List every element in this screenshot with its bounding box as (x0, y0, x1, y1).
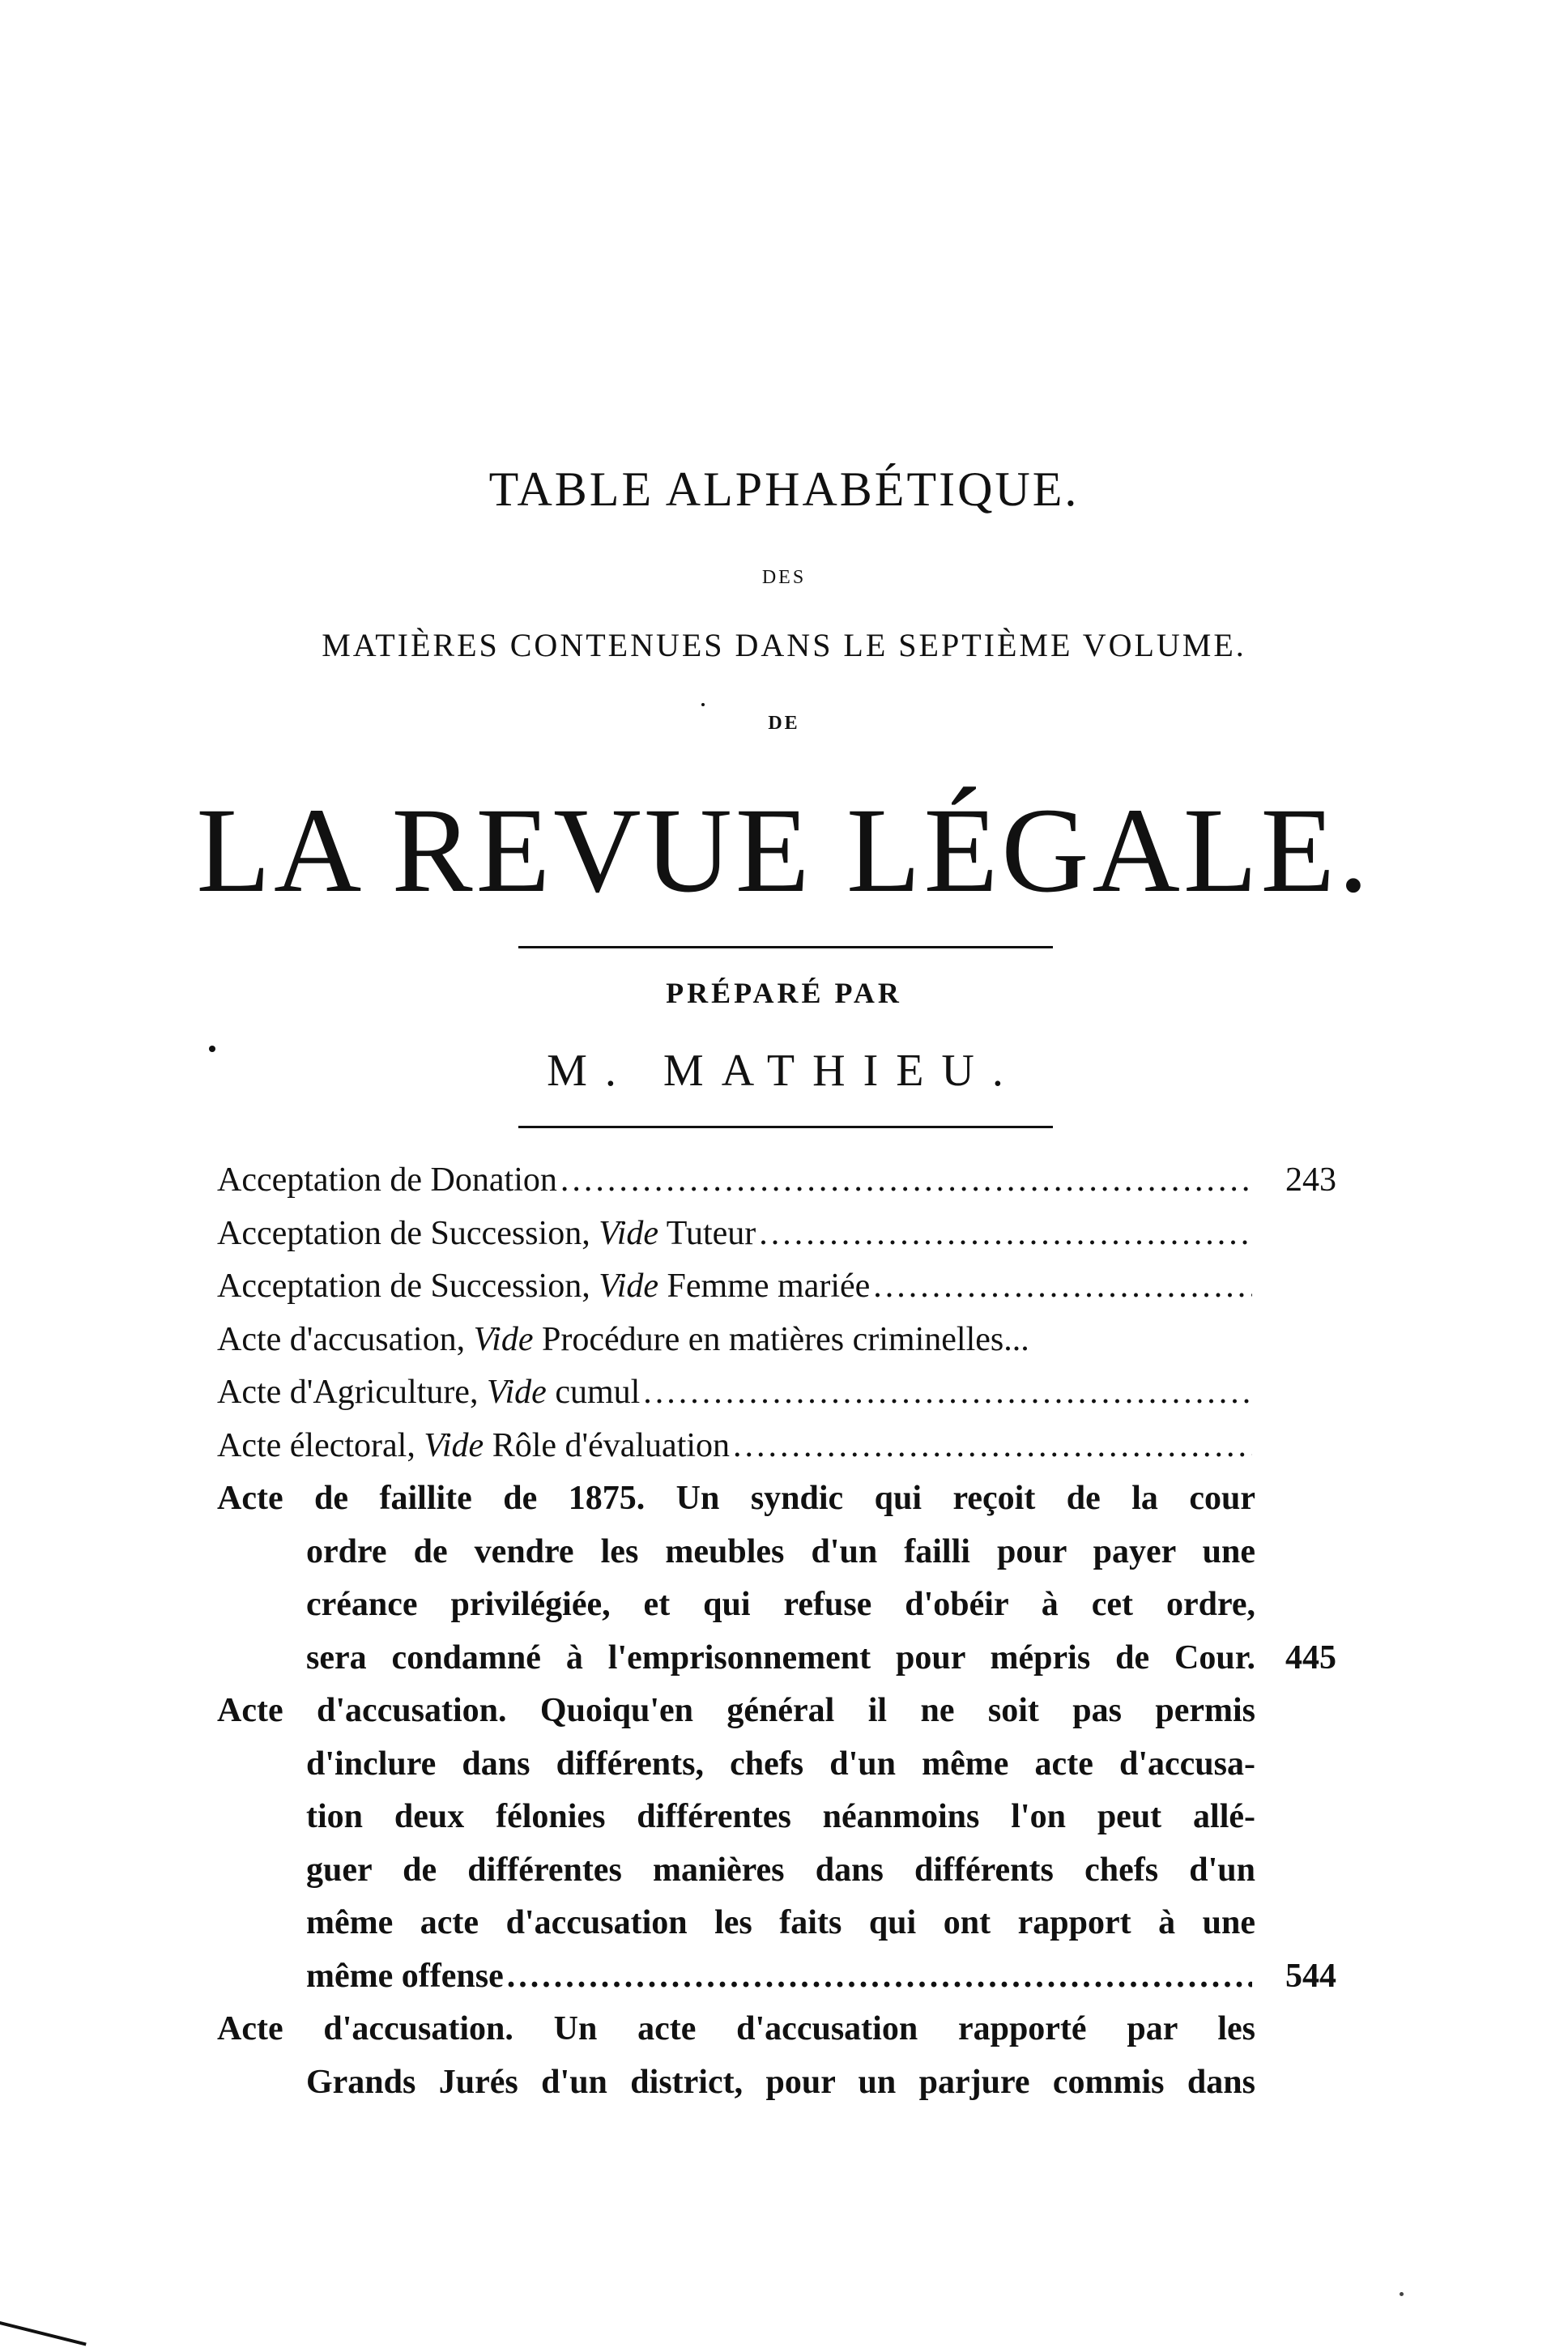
vide-ref: Vide (424, 1426, 484, 1464)
index-entry (217, 1472, 1351, 1685)
index-entries (217, 1154, 1351, 2109)
entry-line: même offense (306, 1957, 504, 1995)
entry-see: cumul (546, 1374, 641, 1411)
leader-dots (560, 1154, 1252, 1208)
table-title: TABLE ALPHABÉTIQUE. (488, 462, 1080, 516)
prepared-by: PRÉPARÉ PAR (666, 977, 902, 1009)
entry-see: Rôle d'évaluation (484, 1426, 731, 1464)
leader-dots (873, 1260, 1252, 1314)
page-number: 243 (1285, 1161, 1336, 1199)
entry-line: créance privilégiée, et qui refuse d'obéir à cet ordre, (306, 1586, 1255, 1623)
entry-see: Femme mariée (658, 1268, 871, 1305)
leader-dots (759, 1208, 1252, 1261)
vide-ref: Vide (599, 1214, 659, 1252)
entry-see: Tuteur (658, 1214, 756, 1252)
entry-text: Acceptation de Donation (217, 1161, 557, 1199)
entry-line: d'inclure dans différents, chefs d'un même acte d'accusa- (306, 1745, 1255, 1783)
entry-line: guer de différentes manières dans différents chefs d'un (306, 1851, 1255, 1889)
entry-line: Acte d'accusation. Un acte d'accusation rapporté par les (217, 2010, 1255, 2047)
title-de: DE (768, 713, 800, 734)
entry-line: même acte d'accusation les faits qui ont rapport à une (306, 1904, 1255, 1941)
page-number: 445 (1285, 1638, 1336, 1677)
divider-rule (518, 946, 1053, 948)
index-entry (217, 2003, 1351, 2109)
vide-ref: Vide (486, 1374, 547, 1411)
ink-speck (701, 703, 705, 706)
edge-mark (0, 2321, 87, 2346)
page-number: 544 (1285, 1957, 1336, 1995)
vide-ref: Vide (599, 1268, 659, 1305)
index-entry (217, 1314, 1351, 1367)
author-name: M. MATHIEU. (547, 1046, 1021, 1096)
entry-head: Acte électoral, (217, 1426, 424, 1464)
entry-head: Acte d'Agriculture, (217, 1374, 487, 1411)
table-subtitle: MATIÈRES CONTENUES DANS LE SEPTIÈME VOLUME. (322, 627, 1246, 663)
index-entry (217, 1366, 1351, 1420)
index-entry (217, 1420, 1351, 1473)
entry-line: ordre de vendre les meubles d'un failli pour payer une (306, 1532, 1255, 1570)
divider-rule (518, 1126, 1053, 1128)
leader-dots (643, 1366, 1252, 1420)
journal-title: LA REVUE LÉGALE. (196, 783, 1372, 918)
ink-speck (1400, 2292, 1404, 2296)
entry-text (217, 1420, 730, 1473)
index-entry (217, 1260, 1351, 1314)
index-entry (217, 1685, 1351, 2003)
entry-head: Acceptation de Succession, (217, 1214, 599, 1252)
entry-line: tion deux félonies différentes néanmoins l'on peut allé- (306, 1798, 1255, 1835)
index-entry (217, 1208, 1351, 1261)
entry-text (217, 1366, 640, 1420)
entry-head: Acte d'accusation, (217, 1320, 474, 1358)
entry-line: sera condamné à l'emprisonnement pour mépris de Cour. (306, 1638, 1255, 1677)
entry-see: Procédure en matières criminelles... (533, 1320, 1029, 1358)
entry-text (217, 1260, 870, 1314)
entry-text (217, 1208, 756, 1261)
entry-text (217, 1314, 1029, 1367)
vide-ref: Vide (473, 1320, 534, 1358)
entry-line: Acte d'accusation. Quoiqu'en général il ne soit pas permis (217, 1692, 1255, 1729)
leader-dots (733, 1420, 1252, 1473)
entry-line: Grands Jurés d'un district, pour un parjure commis dans (306, 2063, 1255, 2101)
entry-line: Acte de faillite de 1875. Un syndic qui reçoit de la cour (217, 1480, 1255, 1517)
leader-dots (507, 1950, 1252, 2004)
title-des: DES (761, 567, 807, 588)
entry-head: Acceptation de Succession, (217, 1268, 599, 1305)
index-entry (217, 1154, 1351, 1208)
